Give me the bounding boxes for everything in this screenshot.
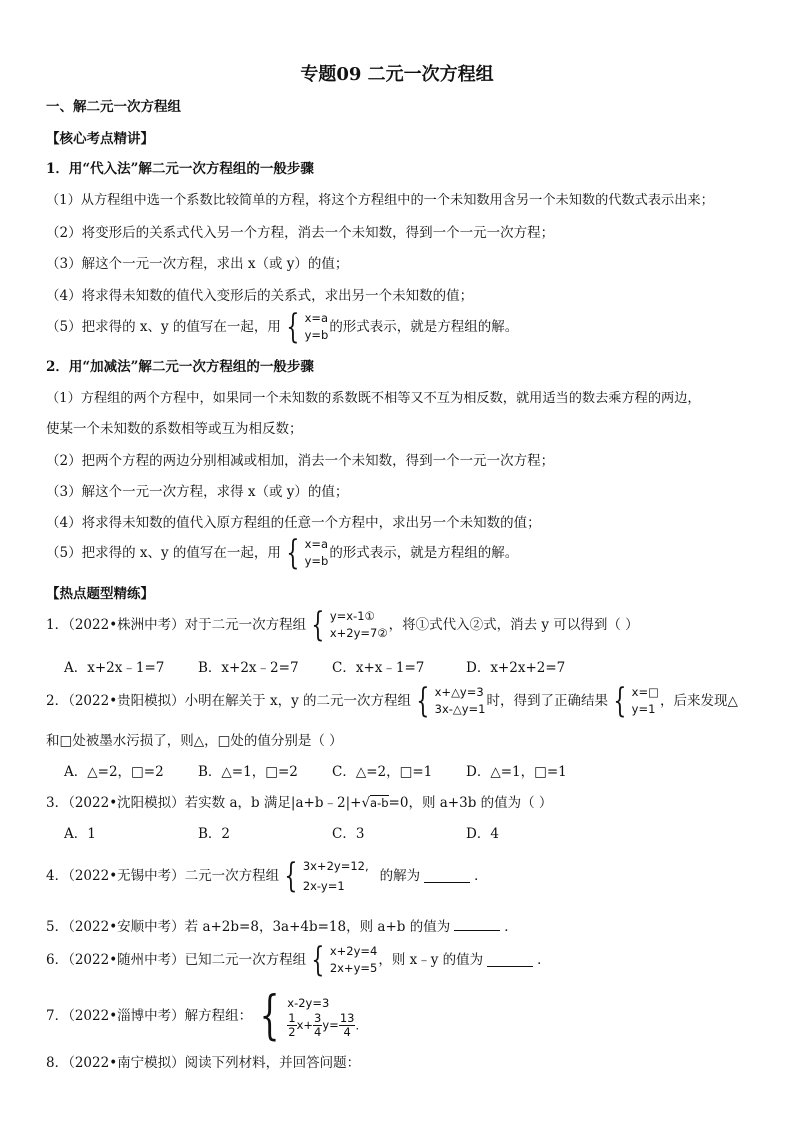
method2-step1b: 使某一个未知数的系数相等或互为相反数；: [46, 421, 303, 437]
equation-system: [412, 681, 486, 721]
q2-stem-end: ，后来发现△: [659, 693, 738, 709]
method2-step5-post: 的形式表示，就是方程组的解。: [329, 545, 519, 561]
question-6: [46, 940, 551, 980]
answer-blank[interactable]: [454, 918, 500, 931]
question-5: [46, 918, 518, 936]
eq1: y=x-1①: [329, 609, 375, 623]
eq1: x-2y=3: [287, 995, 330, 1010]
fraction: $\frac{3}{4}$: [314, 1010, 322, 1039]
question-4: [46, 856, 488, 896]
q3-stem-end: =0，则 a+3b 的值为（ ）: [388, 795, 553, 811]
answer-blank[interactable]: [424, 870, 470, 883]
eq1: 3x+2y=12,: [302, 859, 369, 873]
q7-stem: 7．（2022•淄博中考）解方程组：: [46, 1008, 253, 1024]
solution-system: [282, 533, 329, 573]
section-heading: 一、解二元一次方程组: [46, 99, 181, 115]
method2-step5-pre: （5）把求得的 x、y 的值写在一起，用: [46, 545, 281, 561]
fraction: $\frac{1}{2}$: [288, 1010, 296, 1039]
answer-blank[interactable]: [487, 954, 533, 967]
method2-step5: [46, 533, 519, 573]
option-a: A．x+2x﹣1=7: [64, 660, 165, 676]
q1-options: [64, 659, 600, 677]
eq2: 2x-y=1: [302, 879, 345, 893]
q6-period: ．: [537, 952, 551, 968]
option-d: D．x+2x+2=7: [466, 660, 566, 676]
eq1: x+2y=4: [329, 944, 378, 958]
q2-stem: 2．（2022•贵阳模拟）小明在解关于 x，y 的二元一次方程组: [46, 693, 411, 709]
method2-step2: （2）把两个方程的两边分别相减或相加，消去一个未知数，得到一个一元一次方程；: [46, 453, 555, 469]
option-a: A．△=2，□=2: [64, 764, 164, 780]
method1-step1: （1）从方程组中选一个系数比较简单的方程，将这个方程组中的一个未知数用含另一个未知数的代数式表示出来；: [46, 193, 714, 208]
eq1: x=a: [304, 311, 329, 325]
method2-step3: （3）解这个一元一次方程，求得 x（或 y）的值；: [46, 484, 349, 500]
method1-step5: [46, 307, 519, 347]
method1-heading: 1．用“代入法”解二元一次方程组的一般步骤: [46, 161, 314, 177]
sqrt-icon: √: [361, 795, 371, 811]
result-system: [609, 681, 659, 721]
q2-line2: 和□处被墨水污损了，则△，□处的值分别是（ ）: [46, 733, 343, 749]
brace-icon: {: [416, 681, 430, 721]
eq2: y=b: [304, 328, 329, 342]
method1-step2: （2）将变形后的关系式代入另一个方程，消去一个未知数，得到一个一元一次方程；: [46, 225, 555, 241]
method2-heading: 2．用“加减法”解二元一次方程组的一般步骤: [46, 359, 314, 375]
method2-step1a: （1）方程组的两个方程中，如果同一个未知数的系数既不相等又不互为相反数，就用适当的数去乘方程的两边，: [46, 391, 701, 406]
q5-period: ．: [504, 919, 518, 935]
brace-icon: {: [613, 681, 627, 721]
eq2: $\frac{1}{2}$ x+ $\frac{3}{4}$ y= $\frac{13}{4}$ ．: [288, 1010, 367, 1039]
question-2: [46, 681, 738, 721]
brace-icon: {: [286, 533, 300, 573]
equation-system: [280, 856, 368, 896]
eq2: 2x+y=5: [329, 961, 378, 975]
question-8: 8．（2022•南宁模拟）阅读下列材料，并回答问题：: [46, 1055, 361, 1071]
option-c: C．3: [332, 826, 365, 842]
res2: y=1: [631, 702, 656, 716]
equation-system: [253, 986, 367, 1046]
equation-system: [307, 940, 378, 980]
brace-icon: {: [286, 307, 300, 347]
option-a: A．1: [64, 826, 96, 842]
option-d: D．△=1，□=1: [466, 764, 567, 780]
eq2: x+2y=7②: [329, 626, 388, 640]
method1-step3: （3）解这个一元一次方程，求出 x（或 y）的值；: [46, 256, 349, 272]
brace-icon: {: [311, 605, 325, 645]
q2-options: [64, 763, 600, 781]
q2-stem-mid: 时，得到了正确结果: [486, 693, 608, 709]
method2-step4: （4）将求得未知数的值代入原方程组的任意一个方程中，求出另一个未知数的值；: [46, 515, 541, 531]
eq2: 3x-△y=1: [434, 702, 486, 716]
option-c: C．x+x﹣1=7: [332, 660, 425, 676]
question-1: [46, 605, 639, 645]
eq1: x+△y=3: [434, 685, 484, 699]
q4-stem: 4．（2022•无锡中考）二元一次方程组: [46, 868, 280, 884]
option-c: C．△=2，□=1: [332, 764, 433, 780]
res1: x=□: [631, 685, 659, 699]
q1-stem-end: ，将①式代入②式，消去 y 可以得到（ ）: [388, 617, 639, 633]
q6-stem: 6．（2022•随州中考）已知二元一次方程组: [46, 952, 307, 968]
question-3: [46, 794, 552, 812]
brace-icon: {: [284, 856, 298, 896]
page-title: 专题09 二元一次方程组: [300, 64, 494, 85]
q3-sqrt: a-b: [370, 796, 389, 810]
hot-heading: 【热点题型精练】: [46, 586, 154, 602]
eq1: x=a: [304, 537, 329, 551]
q5-stem: 5．（2022•安顺中考）若 a+2b=8，3a+4b=18，则 a+b 的值为: [46, 919, 451, 935]
q3-stem: 3．（2022•沈阳模拟）若实数 a，b 满足|a+b﹣2|+: [46, 795, 362, 811]
q3-options: [64, 825, 600, 843]
q4-period: ．: [474, 868, 488, 884]
brace-icon: {: [259, 986, 280, 1046]
fraction: $\frac{13}{4}$: [339, 1010, 355, 1039]
option-b: B．2: [198, 826, 231, 842]
method1-step4: （4）将求得未知数的值代入变形后的关系式，求出另一个未知数的值；: [46, 288, 474, 304]
solution-system: [282, 307, 329, 347]
equation-system: [307, 605, 388, 645]
question-7: [46, 986, 368, 1046]
method1-step5-pre: （5）把求得的 x、y 的值写在一起，用: [46, 319, 281, 335]
option-d: D．4: [466, 826, 499, 842]
core-heading: 【核心考点精讲】: [46, 131, 154, 147]
eq2: y=b: [304, 554, 329, 568]
method1-step5-post: 的形式表示，就是方程组的解。: [329, 319, 519, 335]
q1-stem: 1．（2022•株洲中考）对于二元一次方程组: [46, 617, 307, 633]
q6-stem-end: ，则 x﹣y 的值为: [378, 952, 484, 968]
option-b: B．△=1，□=2: [198, 764, 298, 780]
brace-icon: {: [311, 940, 325, 980]
option-b: B．x+2x﹣2=7: [198, 660, 299, 676]
q4-stem-end: 的解为: [379, 868, 421, 884]
